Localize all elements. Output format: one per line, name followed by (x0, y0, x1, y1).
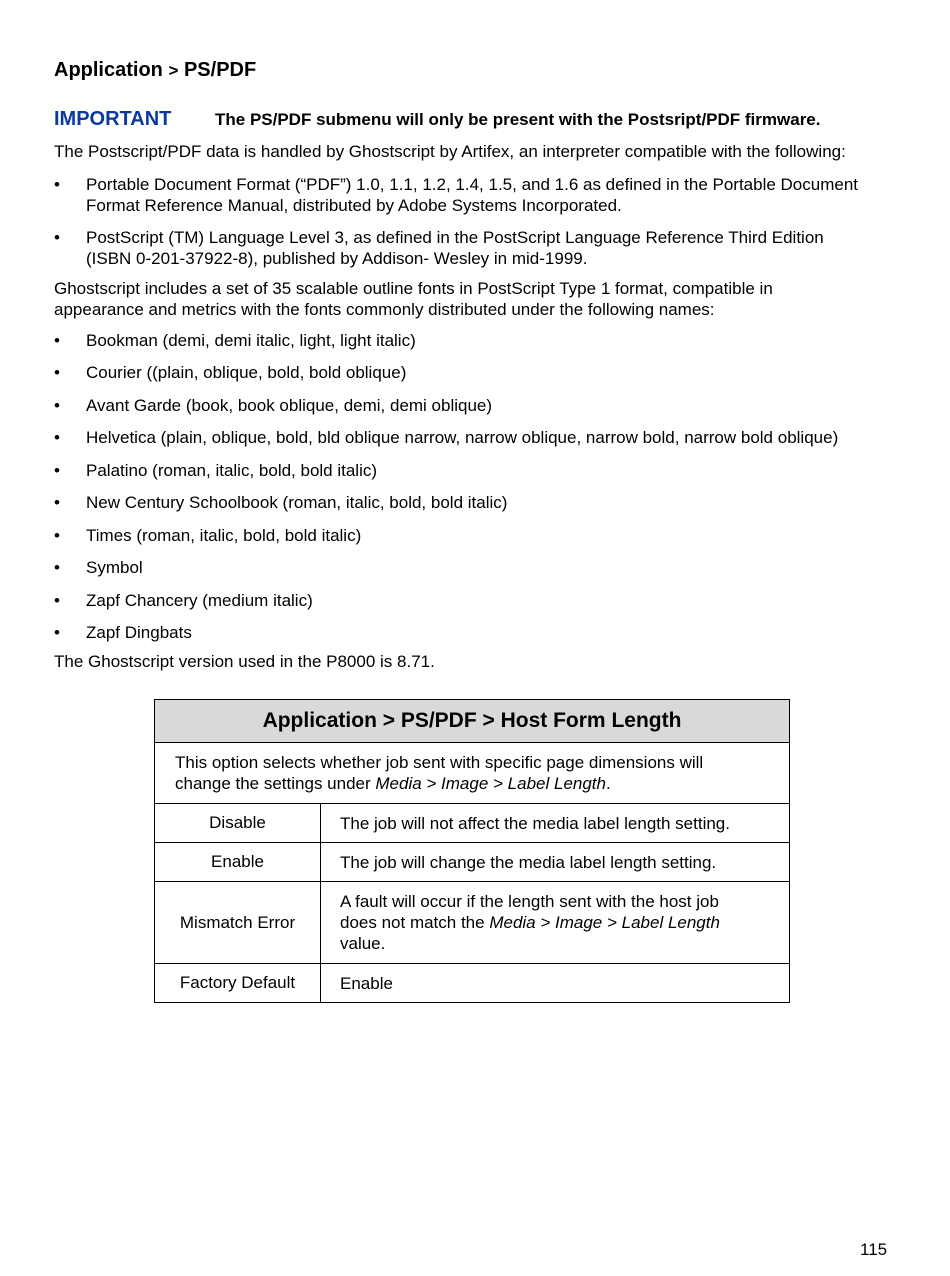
intro-paragraph: The Postscript/PDF data is handled by Ghostscript by Artifex, an interpreter compatible with the following: (54, 142, 846, 161)
table-row (155, 882, 790, 964)
table-title: Application > PS/PDF > Host Form Length (155, 700, 790, 743)
table-header-row (155, 700, 790, 743)
list-item (54, 174, 904, 216)
important-label: IMPORTANT (54, 108, 172, 130)
list-item (54, 227, 904, 269)
fonts-intro-line: appearance and metrics with the fonts commonly distributed under the following names: (54, 300, 715, 319)
table-description (155, 743, 790, 804)
list-item-line: (ISBN 0-201-37922-8), published by Addison- Wesley in mid-1999. (86, 249, 588, 268)
bullet-dot: • (54, 526, 60, 545)
host-form-length-table (154, 699, 790, 1003)
option-name: Disable (155, 804, 321, 843)
bullet-dot: • (54, 493, 60, 512)
fonts-intro-line: Ghostscript includes a set of 35 scalable outline fonts in PostScript Type 1 format, compatible in (54, 279, 773, 298)
list-item (54, 492, 904, 513)
description-text: does not match the (340, 913, 490, 932)
font-name: Courier ((plain, oblique, bold, bold oblique) (86, 363, 407, 382)
description-menu-path: Media > Image > Label Length (375, 774, 606, 793)
table-row (155, 843, 790, 882)
heading-title: PS/PDF (183, 59, 257, 81)
bullet-dot: • (54, 558, 60, 577)
option-name: Factory Default (155, 964, 321, 1003)
bullet-dot: • (54, 591, 60, 610)
table-row (155, 964, 790, 1003)
option-description-line: A fault will occur if the length sent with the host job (340, 892, 719, 911)
list-item (54, 590, 904, 611)
font-name: Symbol (86, 558, 143, 577)
table-description-line (175, 773, 769, 794)
bullet-dot: • (54, 228, 60, 247)
section-heading (54, 59, 256, 82)
version-note: The Ghostscript version used in the P8000 is 8.71. (54, 652, 435, 671)
bullet-dot: • (54, 623, 60, 642)
description-menu-path: Media > Image > Label Length (489, 913, 720, 932)
option-description-line (340, 912, 770, 933)
option-description-line: value. (340, 934, 386, 953)
list-item-line: PostScript (TM) Language Level 3, as defined in the PostScript Language Reference Third Edition (86, 228, 824, 247)
list-item (54, 557, 904, 578)
list-item (54, 525, 904, 546)
table-row (155, 804, 790, 843)
important-text: The PS/PDF submenu will only be present with the Postsript/PDF firmware. (215, 110, 821, 129)
important-note (54, 108, 820, 131)
font-name: Bookman (demi, demi italic, light, light italic) (86, 331, 416, 350)
font-name: Avant Garde (book, book oblique, demi, demi oblique) (86, 396, 493, 415)
bullet-dot: • (54, 461, 60, 480)
list-item (54, 460, 904, 481)
font-name: Helvetica (plain, oblique, bold, bld oblique narrow, narrow oblique, narrow bold, narrow bold oblique) (86, 428, 839, 447)
description-text: . (606, 774, 611, 793)
option-description: Enable (321, 964, 790, 1003)
font-name: Zapf Chancery (medium italic) (86, 591, 313, 610)
bullet-dot: • (54, 331, 60, 350)
option-description (321, 882, 790, 964)
heading-prefix: Application (54, 59, 163, 81)
bullet-dot: • (54, 428, 60, 447)
heading-separator: > (168, 61, 179, 80)
page-number: 115 (860, 1240, 888, 1259)
font-name: Palatino (roman, italic, bold, bold italic) (86, 461, 378, 480)
list-item (54, 427, 904, 448)
list-item-line: Format Reference Manual, distributed by Adobe Systems Incorporated. (86, 196, 622, 215)
list-item-line: Portable Document Format (“PDF”) 1.0, 1.1, 1.2, 1.4, 1.5, and 1.6 as defined in the Portable Document (86, 175, 859, 194)
list-item (54, 362, 904, 383)
table-description-line: This option selects whether job sent with specific page dimensions will (175, 753, 704, 772)
list-item (54, 622, 904, 643)
font-name: New Century Schoolbook (roman, italic, bold, bold italic) (86, 493, 508, 512)
bullet-dot: • (54, 396, 60, 415)
table-description-row (155, 743, 790, 804)
option-name: Mismatch Error (155, 882, 321, 964)
font-name: Zapf Dingbats (86, 623, 192, 642)
bullet-dot: • (54, 175, 60, 194)
description-text: change the settings under (175, 774, 376, 793)
option-description: The job will not affect the media label length setting. (321, 804, 790, 843)
option-description: The job will change the media label length setting. (321, 843, 790, 882)
fonts-intro-paragraph (54, 278, 904, 320)
option-name: Enable (155, 843, 321, 882)
bullet-dot: • (54, 363, 60, 382)
list-item (54, 395, 904, 416)
font-name: Times (roman, italic, bold, bold italic) (86, 526, 362, 545)
list-item (54, 330, 904, 351)
